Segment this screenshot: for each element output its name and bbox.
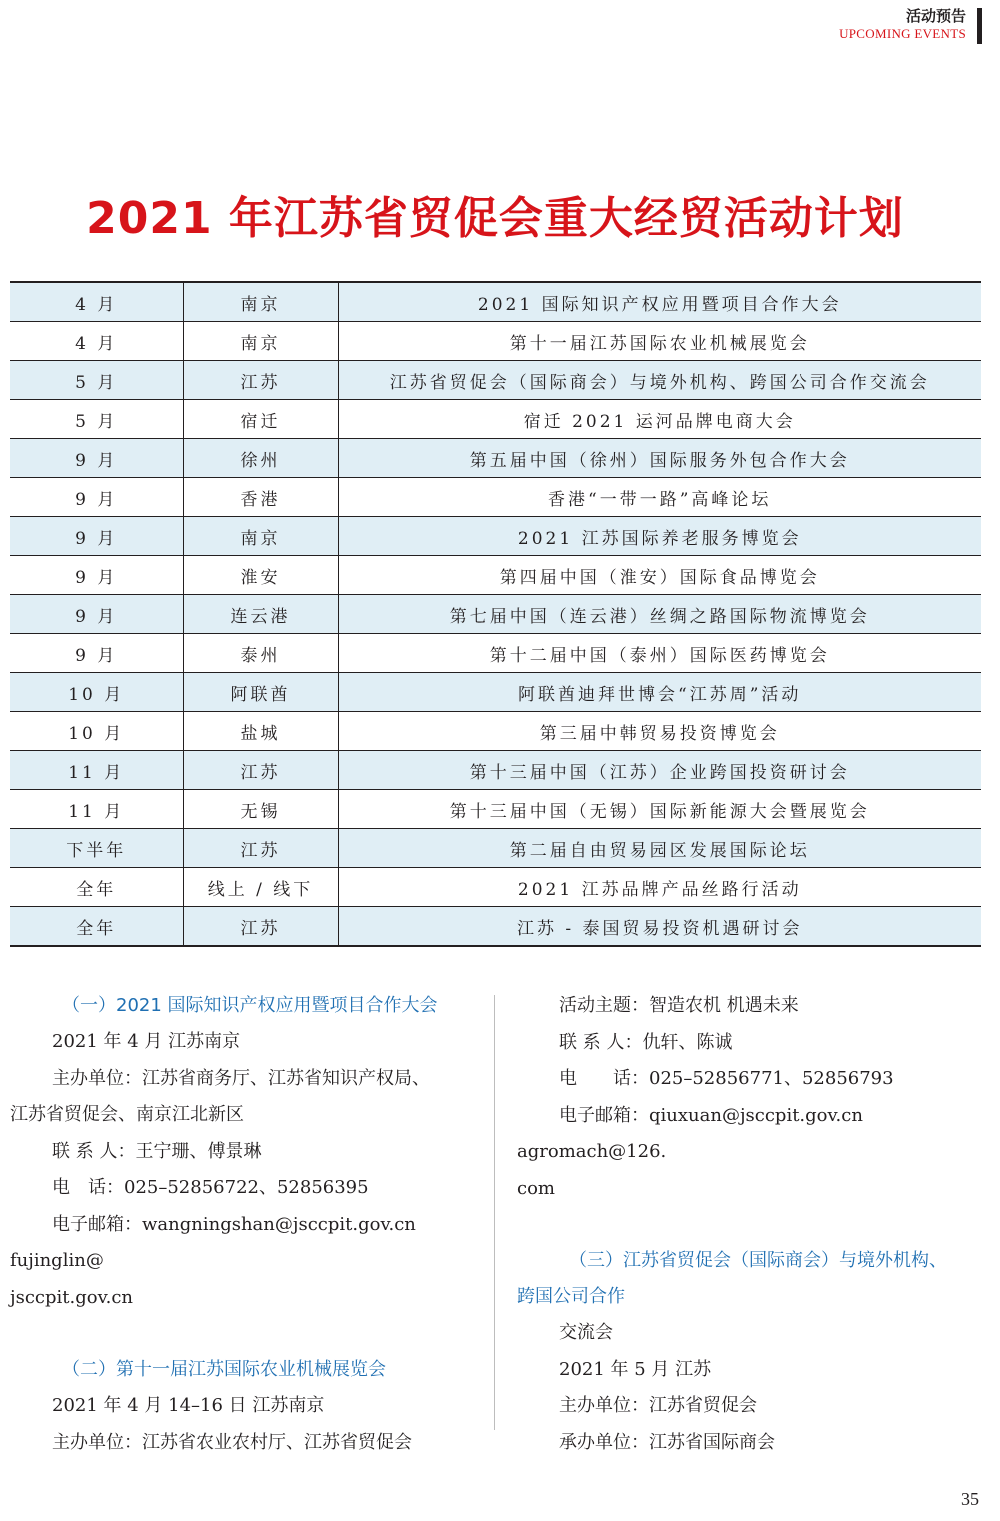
section-1-email-cont: jsccpit.gov.cn xyxy=(10,1286,134,1308)
section-3-organizer: 承办单位：江苏省国际商会 xyxy=(559,1431,775,1453)
section-2-date: 2021 年 4 月 14–16 日 江苏南京 xyxy=(52,1395,325,1416)
section-2-title: （二）第十一届江苏国际农业机械展览会 xyxy=(62,1359,386,1380)
table-row xyxy=(10,868,981,907)
event-cell: 第二届自由贸易园区发展国际论坛 xyxy=(338,829,981,868)
table-row xyxy=(10,282,981,322)
column-divider xyxy=(494,995,495,1430)
location-cell: 连云港 xyxy=(183,595,338,634)
section-1-contact: 联 系 人：王宁珊、傅景琳 xyxy=(52,1140,262,1162)
section-2-phone: 电 话：025–52856771、52856793 xyxy=(559,1068,894,1089)
location-cell: 江苏 xyxy=(183,751,338,790)
event-cell: 江苏省贸促会（国际商会）与境外机构、跨国公司合作交流会 xyxy=(338,361,981,400)
table-row xyxy=(10,556,981,595)
location-cell: 泰州 xyxy=(183,634,338,673)
left-column xyxy=(10,988,472,1461)
event-cell: 第五届中国（徐州）国际服务外包合作大会 xyxy=(338,439,981,478)
section-3-title-cont: 跨国公司合作 xyxy=(517,1286,625,1307)
location-cell: 淮安 xyxy=(183,556,338,595)
header-bar xyxy=(977,8,982,44)
location-cell: 南京 xyxy=(183,517,338,556)
event-cell: 宿迁 2021 运河品牌电商大会 xyxy=(338,400,981,439)
month-cell: 9 月 xyxy=(10,556,183,595)
month-cell: 全年 xyxy=(10,868,183,907)
table-row xyxy=(10,634,981,673)
location-cell: 江苏 xyxy=(183,829,338,868)
month-cell: 下半年 xyxy=(10,829,183,868)
section-2-email: 电子邮箱：qiuxuan@jsccpit.gov.cn agromach@126. xyxy=(517,1104,863,1162)
month-cell: 10 月 xyxy=(10,712,183,751)
section-1-host: 主办单位：江苏省商务厅、江苏省知识产权局、 xyxy=(52,1067,430,1089)
section-3-date: 2021 年 5 月 江苏 xyxy=(559,1358,712,1380)
location-cell: 南京 xyxy=(183,322,338,361)
section-label-cn: 活动预告 xyxy=(905,7,966,25)
table-row xyxy=(10,751,981,790)
location-cell: 盐城 xyxy=(183,712,338,751)
table-row xyxy=(10,517,981,556)
table-row xyxy=(10,400,981,439)
month-cell: 9 月 xyxy=(10,634,183,673)
location-cell: 香港 xyxy=(183,478,338,517)
event-cell: 香港“一带一路”高峰论坛 xyxy=(338,478,981,517)
month-cell: 10 月 xyxy=(10,673,183,712)
activity-plan-table xyxy=(10,281,981,947)
location-cell: 江苏 xyxy=(183,907,338,947)
event-cell: 第三届中韩贸易投资博览会 xyxy=(338,712,981,751)
event-cell: 2021 江苏品牌产品丝路行活动 xyxy=(338,868,981,907)
month-cell: 全年 xyxy=(10,907,183,947)
right-column xyxy=(517,988,987,1461)
event-cell: 阿联酋迪拜世博会“江苏周”活动 xyxy=(338,673,981,712)
table-row xyxy=(10,595,981,634)
month-cell: 4 月 xyxy=(10,282,183,322)
section-2-host: 主办单位：江苏省农业农村厅、江苏省贸促会 xyxy=(52,1431,412,1453)
location-cell: 南京 xyxy=(183,282,338,322)
month-cell: 9 月 xyxy=(10,595,183,634)
table-row xyxy=(10,790,981,829)
page-title: 2021 年江苏省贸促会重大经贸活动计划 xyxy=(86,193,904,244)
section-1-title: （一）2021 国际知识产权应用暨项目合作大会 xyxy=(62,995,438,1016)
section-2-theme: 活动主题：智造农机 机遇未来 xyxy=(559,995,799,1016)
table-row xyxy=(10,361,981,400)
section-1-host-cont: 江苏省贸促会、南京江北新区 xyxy=(10,1104,244,1125)
month-cell: 5 月 xyxy=(10,400,183,439)
header-tag xyxy=(839,6,973,42)
month-cell: 5 月 xyxy=(10,361,183,400)
page-number: 35 xyxy=(961,1489,979,1509)
location-cell: 江苏 xyxy=(183,361,338,400)
location-cell: 徐州 xyxy=(183,439,338,478)
table-row xyxy=(10,439,981,478)
section-1-date: 2021 年 4 月 江苏南京 xyxy=(52,1031,241,1052)
event-cell: 江苏 - 泰国贸易投资机遇研讨会 xyxy=(338,907,981,947)
month-cell: 11 月 xyxy=(10,751,183,790)
event-cell: 2021 江苏国际养老服务博览会 xyxy=(338,517,981,556)
event-cell: 第十一届江苏国际农业机械展览会 xyxy=(338,322,981,361)
event-cell: 第十二届中国（泰州）国际医药博览会 xyxy=(338,634,981,673)
section-3-host: 主办单位：江苏省贸促会 xyxy=(559,1395,757,1416)
event-cell: 第四届中国（淮安）国际食品博览会 xyxy=(338,556,981,595)
event-cell: 第七届中国（连云港）丝绸之路国际物流博览会 xyxy=(338,595,981,634)
event-cell: 第十三届中国（无锡）国际新能源大会暨展览会 xyxy=(338,790,981,829)
month-cell: 9 月 xyxy=(10,439,183,478)
location-cell: 无锡 xyxy=(183,790,338,829)
section-3-title: （三）江苏省贸促会（国际商会）与境外机构、 xyxy=(569,1250,947,1271)
table-row xyxy=(10,478,981,517)
table-row xyxy=(10,907,981,947)
section-1-phone: 电 话：025–52856722、52856395 xyxy=(52,1177,369,1198)
location-cell: 阿联酋 xyxy=(183,673,338,712)
table-row xyxy=(10,322,981,361)
month-cell: 9 月 xyxy=(10,517,183,556)
table-row xyxy=(10,829,981,868)
month-cell: 4 月 xyxy=(10,322,183,361)
section-2-contact: 联 系 人：仇轩、陈诚 xyxy=(559,1031,733,1053)
month-cell: 11 月 xyxy=(10,790,183,829)
section-1-email: 电子邮箱：wangningshan@jsccpit.gov.cn fujinglin@ xyxy=(10,1213,416,1271)
location-cell: 宿迁 xyxy=(183,400,338,439)
month-cell: 9 月 xyxy=(10,478,183,517)
section-label-en: UPCOMING EVENTS xyxy=(839,26,966,41)
table-row xyxy=(10,673,981,712)
event-cell: 第十三届中国（江苏）企业跨国投资研讨会 xyxy=(338,751,981,790)
location-cell: 线上 / 线下 xyxy=(183,868,338,907)
section-2-email-cont: com xyxy=(517,1177,555,1199)
event-cell: 2021 国际知识产权应用暨项目合作大会 xyxy=(338,282,981,322)
section-3-title-tail: 交流会 xyxy=(559,1322,613,1343)
table-row xyxy=(10,712,981,751)
